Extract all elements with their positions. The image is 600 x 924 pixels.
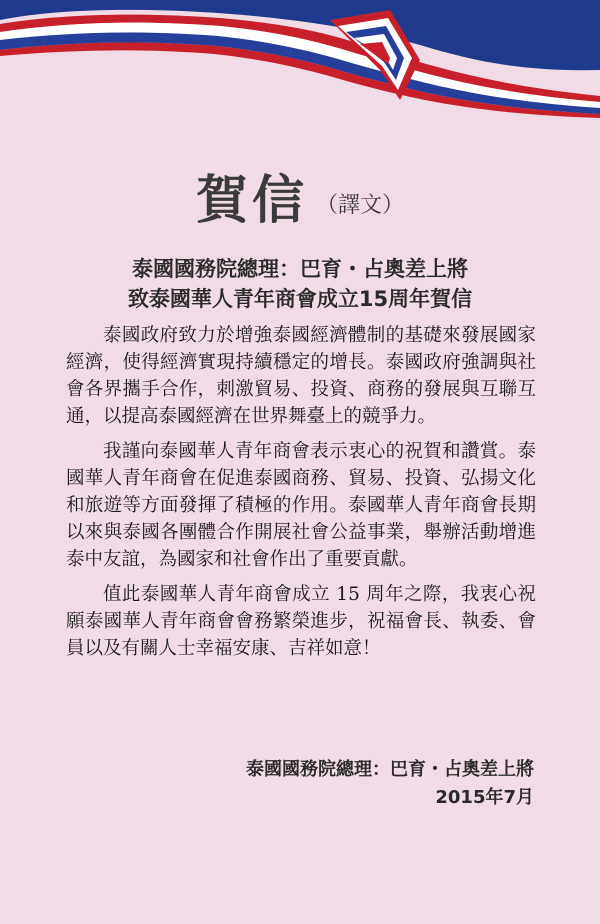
paragraph-3: 值此泰國華人青年商會成立 15 周年之際，我衷心祝願泰國華人青年商會會務繁榮進步，祝福會長、執委、會員以及有關人士幸福安康、吉祥如意！	[66, 584, 536, 659]
title-subtitle: （譯文）	[316, 193, 405, 218]
heading-line-1: 泰國國務院總理：巴育・占奧差上將	[132, 257, 468, 281]
letter-title	[0, 158, 600, 233]
paragraph-1: 泰國政府致力於增強泰國經濟體制的基礎來發展國家經濟，使得經濟實現持續穩定的增長。泰國政府強調與社會各界攜手合作，刺激貿易、投資、商務的發展與互聯互通，以提高泰國經濟在世界舞臺上的競爭力。	[66, 325, 536, 427]
signature-date: 2015年7月	[435, 787, 534, 808]
paragraph-2: 我謹向泰國華人青年商會表示衷心的祝賀和讚賞。泰國華人青年商會在促進泰國商務、貿易、投資、弘揚文化和旅遊等方面發揮了積極的作用。泰國華人青年商會長期以來與泰國各團體合作開展社會公益事業，舉辦活動增進泰中友誼，為國家和社會作出了重要貢獻。	[66, 441, 536, 570]
title-char-1: 賀	[195, 170, 252, 231]
heading-line-2: 致泰國華人青年商會成立15周年賀信	[127, 287, 473, 311]
letter-body	[66, 322, 536, 670]
title-char-2: 信	[251, 170, 308, 231]
thai-flag-ribbon-banner	[0, 0, 600, 120]
signature-name: 泰國國務院總理：巴育・占奧差上將	[246, 759, 534, 780]
